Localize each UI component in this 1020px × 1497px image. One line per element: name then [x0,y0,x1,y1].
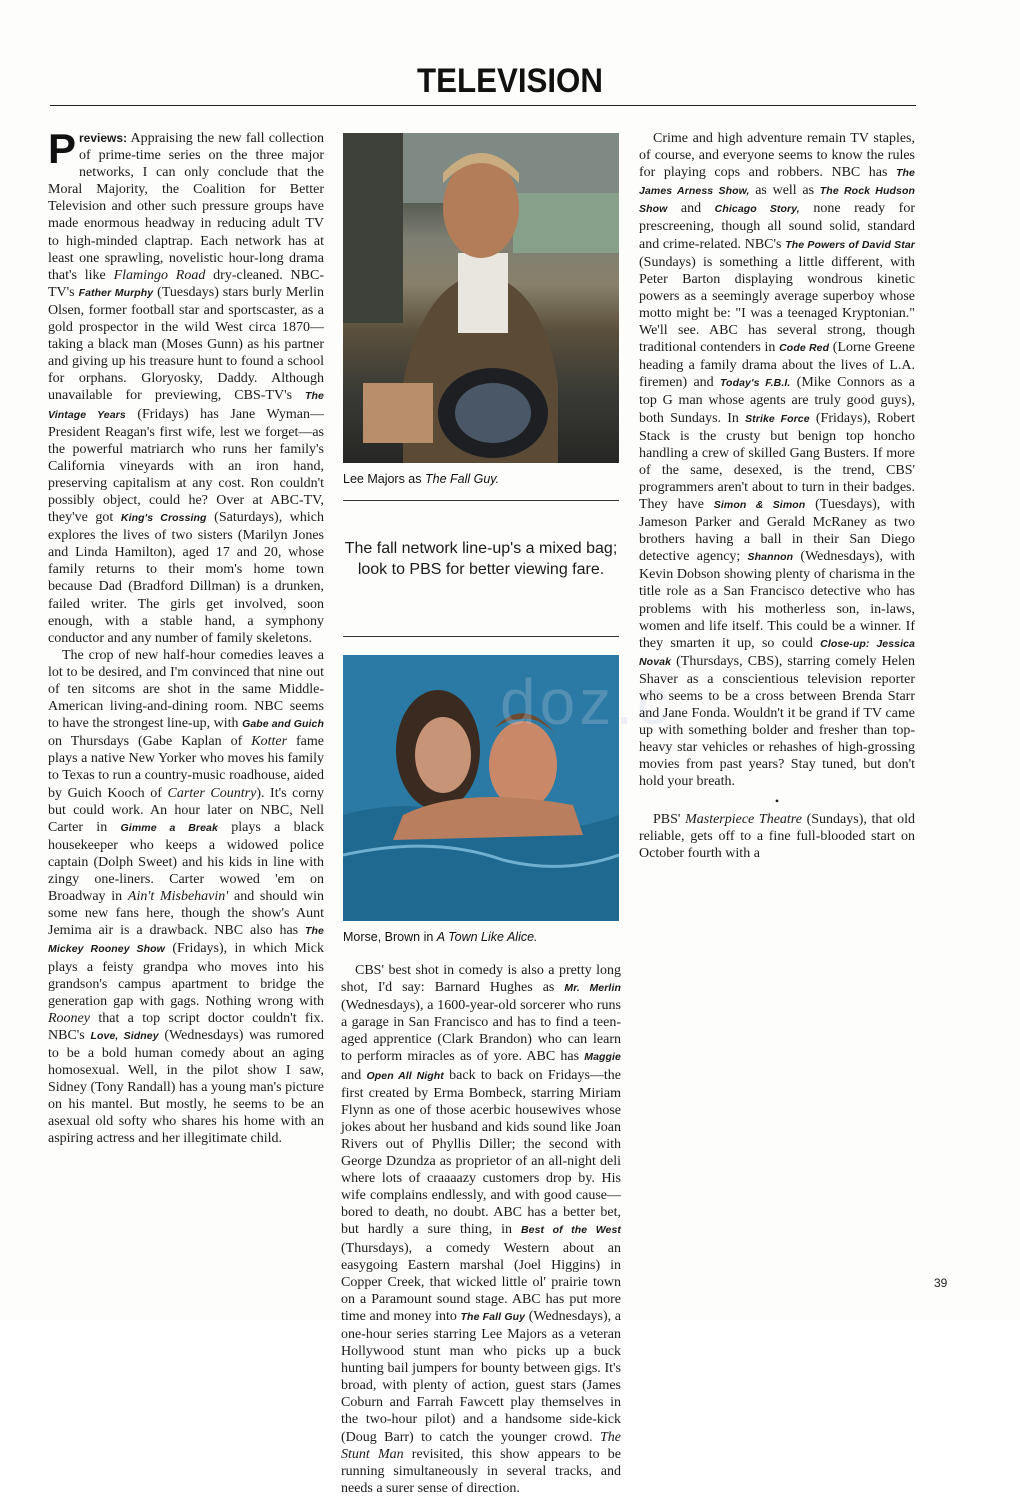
show-title: Shannon [747,551,794,564]
show-title: The Rock Hudson Show [639,185,915,216]
title-rule [50,105,916,106]
title-ref: Masterpiece Theatre [685,811,802,827]
text-run: (Fridays), Robert Stack is the crusty but benign top honcho handling a crew of skilled Gang Busters. If more of the same, desexed, is the trend, CBS' programmers aren't about to turn in their badges. They have [639,410,915,512]
text-run: (Wednesdays), with Kevin Dobson showing plenty of charisma in the title role as a San Francisco detective who has problems with his motherless son, in-laws, women and life itself. This could be a winner. If they smarten it up, so could [639,549,915,651]
text-run: plays a black housekeeper who keeps a widowed police captain (Dolph Sweet) and his kids in line with zingy one-liners. Carter wowed 'em on Broadway in [48,819,324,905]
text-run: (Thursdays, CBS), starring comely Helen Shaver as a conscientious television reporter who seems to be a cross between Brenda Starr and Jane Fonda. Wouldn't it be grand if TV came up with something bolder and fresher than top-heavy star vehicles or rehashes of high-grossing movies from past years? Stay tuned, but don't hold your breath. [639,653,915,790]
text-run: PBS' [653,811,686,827]
show-title: Close-up: Jessica Novak [639,637,915,668]
text-run: (Sundays) is something a little different, with Peter Barton displaying wondrous kinetic powers as a seemingly average superboy whose motto might be: "I was a teenaged Kryptonian." We'll see. ABC has several strong, though traditional contenders in [639,254,915,356]
text-run: (Tuesdays), with Jameson Parker and Gerald McRaney as two brothers having a ball in their San Diego detective agency; [639,496,915,565]
caption-title: A Town Like Alice. [436,930,538,944]
text-run: (Thursdays), a comedy Western about an easygoing Eastern marshal (Joel Higgins) in Copper Creek, that wicked little ol' prairie town on a Paramount sound stage. ABC has put more time and money into [341,1240,621,1324]
article-column-3 [639,130,915,862]
text-run: and should win some new fans here, though the show's Aunt Jemima air is a drawback. NBC also has [48,889,324,939]
text-run: (Mike Connors as a top G man whose agents are truly good guys), both Sundays. In [639,375,915,426]
section-title: TELEVISION [417,62,603,100]
show-title: The Fall Guy [460,1310,526,1323]
article-paragraph-2 [48,647,324,1148]
show-title: King's Crossing [120,512,207,525]
text-run: Appraising the new fall collection of prime-time series on the three major networks, I can only conclude that the Moral Majority, the Coalition for Better Television and other such pressure groups have made enormous headway in reducing adult TV to high-minded claptrap. Each network has at least one sprawling, novelistic hour-long drama that's like [48,131,324,283]
text-run: (Sundays), that old reliable, gets off to a fine full-blooded start on October fourth with a [639,811,916,861]
show-title: Open All Night [366,1069,444,1082]
text-run: (Lorne Greene heading a family drama about the lives of L.A. firemen) and [639,340,915,391]
article-paragraph-5 [639,811,915,862]
section-separator: • [774,793,780,808]
show-title: Gabe and Guich [242,718,324,731]
photo-illustration [343,655,619,921]
text-run: dry-cleaned. NBC-TV's [48,267,324,300]
caption-text: Lee Majors as [343,472,425,486]
text-run: (Wednesdays) was rumored to be a bold human comedy about an aging homosexual. Well, in the pilot show I saw, Sidney (Tony Randall) has a young man's picture on his mantel. But mostly, he seems to be an asexual old softy who shares his home with an aspiring actress and her illegitimate child. [48,1027,325,1147]
show-title: Chicago Story, [714,203,800,216]
text-run: on Thursdays (Gabe Kaplan of [48,734,252,750]
show-title: Today's F.B.I. [719,377,791,390]
text-run: ). It's corny but could work. An hour later on NBC, Nell Carter in [48,785,325,835]
title-ref: Kotter [251,734,288,750]
text-run: as well as [749,183,820,199]
show-title: Mr. Merlin [564,982,621,995]
text-run: revisited, this show appears to be running simultaneously in several tracks, and needs a surer sense of direction. [341,1446,621,1496]
page-number: 39 [934,1276,948,1290]
article-paragraph-1 [48,125,324,647]
text-run: (Wednesdays), a one-hour series starring Lee Majors as a veteran Hollywood stunt man who picks up a buck hunting bail jumpers for bounty between gigs. It's broad, with plenty of action, guest stars (James Coburn and Farrah Fawcett play themselves in the two-hour pilot) and a handsome side-kick (Doug Barr) to catch the younger crowd. [341,1308,621,1445]
title-ref: Rooney [48,1010,90,1026]
article-paragraph-3 [341,962,621,1497]
text-run: (Fridays), in which Mick plays a feisty grandpa who moves into his grandson's campus apartment to bridge the generation gap with gags. Nothing wrong with [48,941,324,1009]
caption-title: The Fall Guy. [424,472,500,486]
title-ref: The Stunt Man [341,1429,621,1462]
text-run: fame plays a native New Yorker who moves his family to Texas to run a country-music roadhouse, aided by Guich Kooch of [48,734,324,801]
text-run: none ready for prescreening, though all sound solid, standard and crime-related. NBC's [639,201,916,252]
text-run: and [667,201,715,217]
text-run: (Tuesdays) stars burly Merlin Olsen, former football star and sportscaster, as a gold prospector in the wild West circa 1870—taking a black man (Moses Gunn) as his partner and giving up his treasure hunt to found a school for orphans. Gloryosky, Daddy. Although unavailable for previewing, CBS-TV's [48,284,324,404]
text-run: back to back on Fridays—the first created by Erma Bombeck, starring Miriam Flynn as one of those acerbic housewives whose jokes about her husband and kids sound like Joan Rivers out of Phyllis Diller; the second with George Dzundza as proprietor of an all-night deli where lots of craaaazy customers drop by. His wife complains endlessly, and with good cause—bored to death, no doubt. ABC has a better bet, but hardly a sure thing, in [341,1067,621,1238]
show-title: Code Red [779,342,830,355]
title-ref: Flamingo Road [113,267,206,283]
lead-in: reviews: [79,131,128,145]
article-paragraph-4 [639,130,915,791]
show-title: The Vintage Years [48,390,324,421]
article-column-2 [341,962,621,1497]
show-title: Simon & Simon [713,498,806,511]
drop-cap: P [48,125,77,172]
show-title: Gimme a Break [120,821,218,834]
watermark: doz.c [500,666,673,738]
show-title: Maggie [584,1051,621,1064]
show-title: Strike Force [745,412,810,425]
text-run: (Wednesdays), a 1600-year-old sorcerer who runs a garage in San Francisco and has to find a teen-aged apprentice (Clark Brandon) who can learn to perform miracles as of yore. ABC has [341,998,621,1065]
title-ref: Ain't Misbehavin' [127,889,229,905]
photo-morse-brown [343,655,619,921]
photo-illustration [343,133,619,463]
show-title: The James Arness Show, [639,167,915,198]
text-run: and [341,1067,367,1083]
photo-caption-2 [343,930,619,944]
photo-caption-1 [343,472,619,486]
title-ref: Carter Country [167,785,257,801]
pull-quote-bottom-rule [343,636,619,637]
text-run: CBS' best shot in comedy is also a pretty long shot, I'd say: Barnard Hughes as [341,963,621,996]
pull-quote-top-rule [343,500,619,501]
show-title: Father Murphy [78,286,154,299]
text-run: The crop of new half-hour comedies leaves a lot to be desired, and I'm convinced that nine out of ten sitcoms are shot in the same Middle-American living-and-dining room. NBC seems to have the strongest line-up, with [48,647,324,732]
photo-lee-majors [343,133,619,463]
text-run: Crime and high adventure remain TV staples, of course, and everyone seems to know the rules for playing cops and robbers. NBC has [639,131,915,181]
show-title: The Powers of David Star [785,238,915,251]
show-title: Best of the West [521,1224,621,1237]
article-column-1 [48,125,325,1148]
text-run: (Fridays) has Jane Wyman—President Reagan's first wife, lest we forget—as the powerful matriarch who runs her family's California vineyards with an iron hand, preserving capitalism at any cost. Ron couldn't possibly object, could he? Over at ABC-TV, they've got [48,406,324,526]
show-title: Love, Sidney [90,1029,159,1042]
show-title: The Mickey Rooney Show [48,925,324,956]
caption-text: Morse, Brown in [343,930,437,944]
text-run: that a top script doctor couldn't fix. NBC's [48,1010,324,1043]
pull-quote: The fall network line-up's a mixed bag; look to PBS for better viewing fare. [344,540,618,578]
text-run: (Saturdays), which explores the lives of two sisters (Marilyn Jones and Linda Hamilton), aged 17 and 20, whose family returns to their mom's home town because Dad (Bradford Dillman) is a drunken, failed writer. The girls get involved, soon enough, with a stable hand, a symphony conductor and any number of family skeletons. [48,510,324,646]
